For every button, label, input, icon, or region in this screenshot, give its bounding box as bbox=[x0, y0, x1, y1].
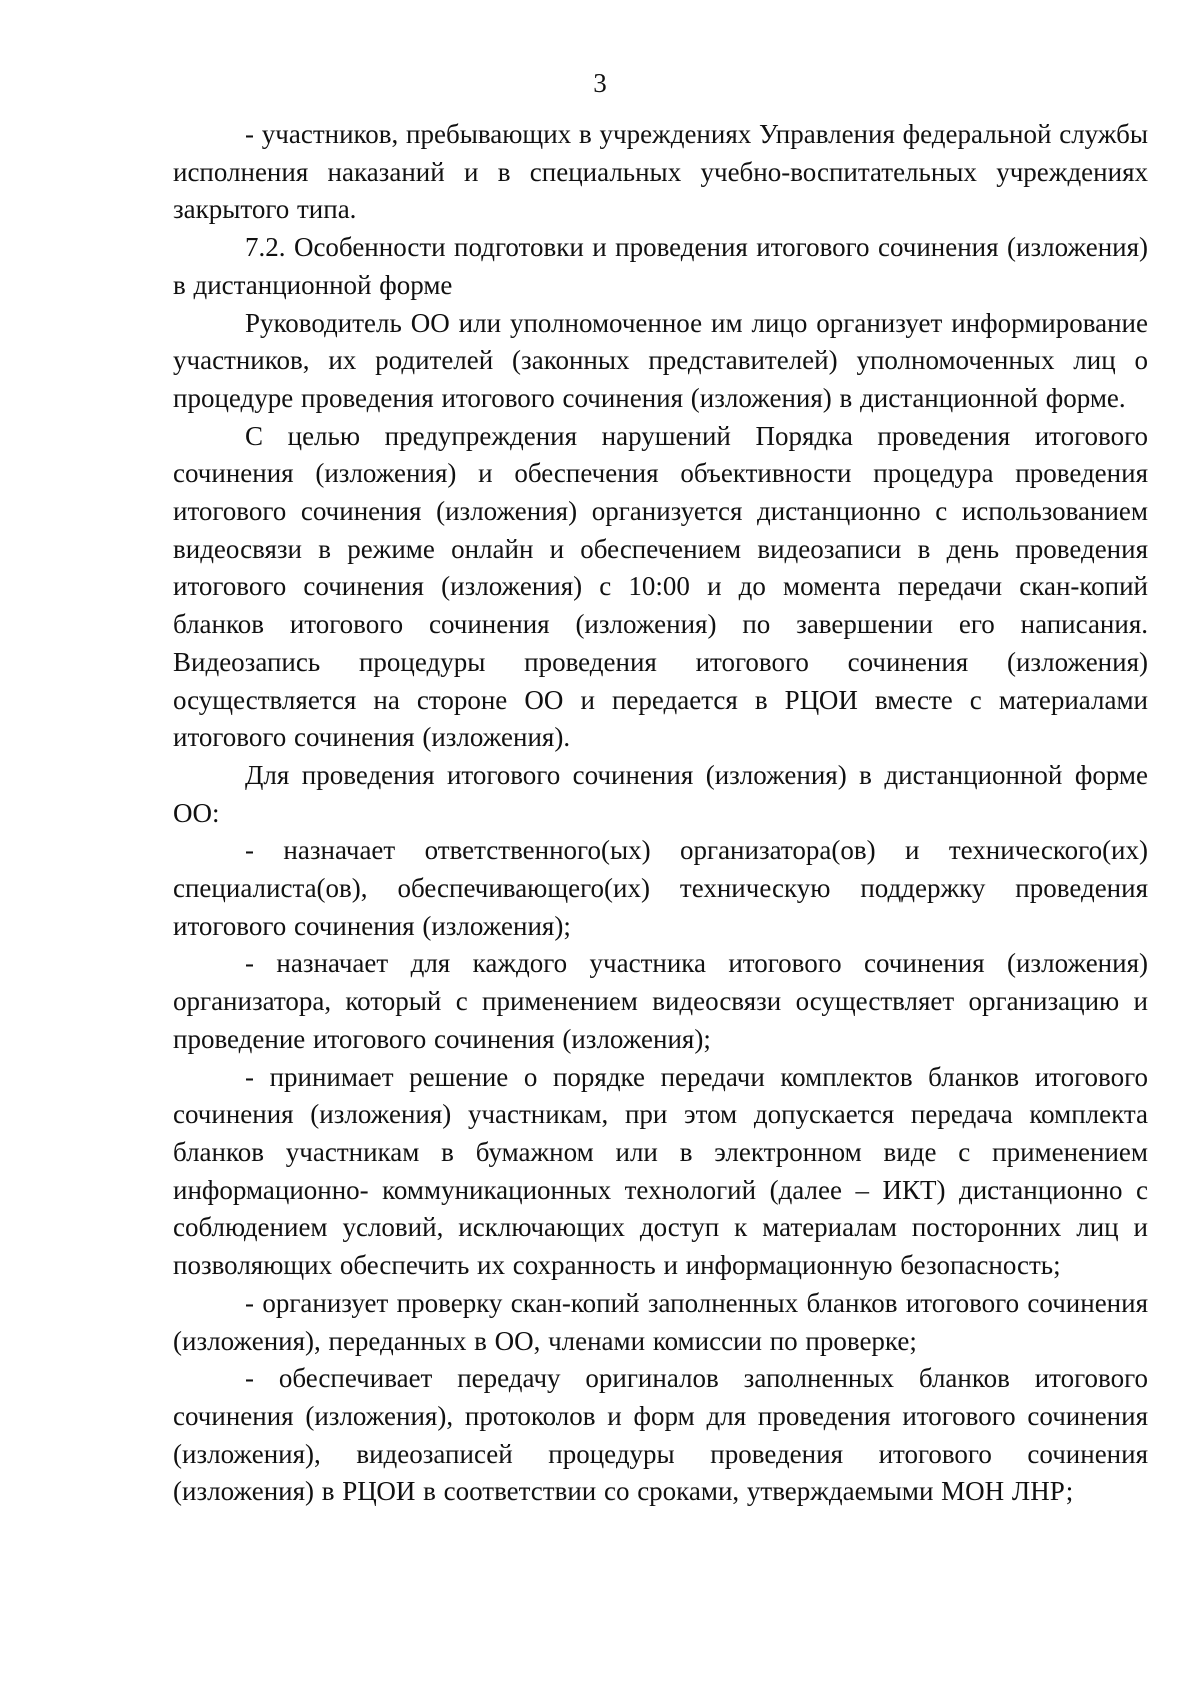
list-item-forms-transfer: - принимает решение о порядке передачи комплектов бланков итогового сочинения (изложения) участникам, при этом допускается передача комплекта бланков участникам в бумажном или в электронном виде с применением информационно- коммуникационных технологий (далее – ИКТ) дистанционно с соблюдением условий, исключающих доступ к материалам посторонних лиц и позволяющих обеспечить их сохранность и информационную безопасность; bbox=[173, 1061, 1148, 1281]
document-body bbox=[173, 116, 1148, 1511]
list-item-assign-staff: - назначает ответственного(ых) организатора(ов) и технического(их) специалиста(ов), обеспечивающего(их) техническую поддержку проведения итогового сочинения (изложения); bbox=[173, 835, 1148, 941]
list-item-originals-transfer: - обеспечивает передачу оригиналов заполненных бланков итогового сочинения (изложения), протоколов и форм для проведения итогового сочинения (изложения), видеозаписей процедуры проведения итогового сочинения (изложения) в РЦОИ в соответствии со сроками, утверждаемыми МОН ЛНР; bbox=[173, 1363, 1148, 1507]
paragraph-informing: Руководитель ОО или уполномоченное им лицо организует информирование участников, их родителей (законных представителей) уполномоченных лиц о процедуре проведения итогового сочинения (изложения) в дистанционной форме. bbox=[173, 307, 1148, 413]
page-number: 3 bbox=[593, 68, 607, 98]
list-item-scan-check: - организует проверку скан-копий заполненных бланков итогового сочинения (изложения), переданных в ОО, членами комиссии по проверке; bbox=[173, 1287, 1148, 1356]
paragraph-participants-institutions: - участников, пребывающих в учреждениях Управления федеральной службы исполнения наказаний и в специальных учебно-воспитательных учреждениях закрытого типа. bbox=[173, 119, 1148, 225]
section-heading-7-2: 7.2. Особенности подготовки и проведения итогового сочинения (изложения) в дистанционной форме bbox=[173, 232, 1148, 300]
paragraph-video-monitoring: С целью предупреждения нарушений Порядка проведения итогового сочинения (изложения) и обеспечения объективности процедура проведения итогового сочинения (изложения) организуется дистанционно с использованием видеосвязи в режиме онлайн и обеспечением видеозаписи в день проведения итогового сочинения (изложения) с 10:00 и до момента передачи скан-копий бланков итогового сочинения (изложения) по завершении его написания. Видеозапись процедуры проведения итогового сочинения (изложения) осуществляется на стороне ОО и передается в РЦОИ вместе с материалами итогового сочинения (изложения). bbox=[173, 420, 1148, 753]
paragraph-oo-duties-intro: Для проведения итогового сочинения (изложения) в дистанционной форме ОО: bbox=[173, 759, 1148, 828]
list-item-assign-organizer: - назначает для каждого участника итогового сочинения (изложения) организатора, который с применением видеосвязи осуществляет организацию и проведение итогового сочинения (изложения); bbox=[173, 948, 1148, 1054]
